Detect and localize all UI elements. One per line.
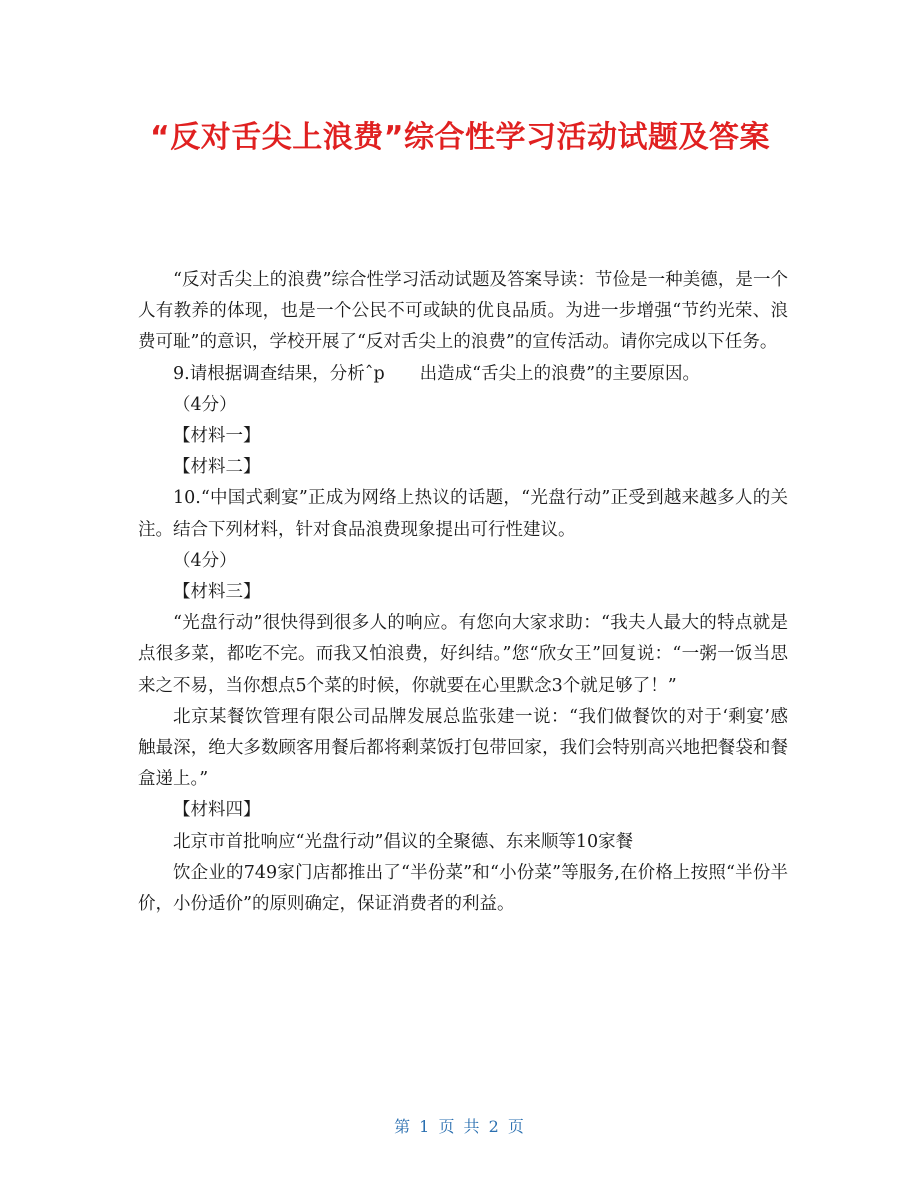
question-10-score: （4分） bbox=[173, 550, 237, 571]
intro-paragraph: “反对舌尖上的浪费”综合性学习活动试题及答案导读：节俭是一种美德，是一个人有教养的体现，也是一个公民不可或缺的优良品质。为进一步增强“节约光荣、浪费可耻”的意识，学校开展了“反对舌尖上的浪费”的宣传活动。请你完成以下任务。 bbox=[138, 270, 788, 353]
question-9-score: （4分） bbox=[173, 394, 237, 415]
material-2-heading: 【材料二】 bbox=[173, 457, 261, 478]
material-3-text-1: “光盘行动”很快得到很多人的响应。有您向大家求助：“我夫人最大的特点就是点很多菜，都吃不完。而我又怕浪费，好纠结。”您“欣女王”回复说：“一粥一饭当思来之不易，当你想点5个菜的时候，你就要在心里默念3个就足够了！” bbox=[138, 613, 788, 696]
material-3-heading: 【材料三】 bbox=[173, 582, 261, 603]
material-3-text-2: 北京某餐饮管理有限公司品牌发展总监张建一说：“我们做餐饮的对于‘剩宴’感触最深，绝大多数顾客用餐后都将剩菜饭打包带回家，我们会特别高兴地把餐袋和餐盒递上。” bbox=[138, 706, 788, 790]
material-4-heading: 【材料四】 bbox=[173, 800, 261, 821]
material-1-heading: 【材料一】 bbox=[173, 426, 261, 447]
material-4-text-1: 北京市首批响应“光盘行动”倡议的全聚德、东来顺等10家餐 bbox=[173, 831, 634, 852]
document-body bbox=[138, 265, 788, 920]
question-9: 9.请根据调查结果，分析ˆp 出造成“舌尖上的浪费”的主要原因。 bbox=[173, 363, 701, 384]
document-title: “反对舌尖上浪费”综合性学习活动试题及答案 bbox=[150, 120, 770, 155]
question-10: 10.“中国式剩宴”正成为网络上热议的话题，“光盘行动”正受到越来越多人的关注。结合下列材料，针对食品浪费现象提出可行性建议。 bbox=[138, 488, 788, 540]
page-footer: 第 1 页 共 2 页 bbox=[394, 1117, 526, 1136]
material-4-text-2: 饮企业的749家门店都推出了“半份菜”和“小份菜”等服务,在价格上按照“半份半价，小份适价”的原则确定，保证消费者的利益。 bbox=[138, 862, 788, 915]
